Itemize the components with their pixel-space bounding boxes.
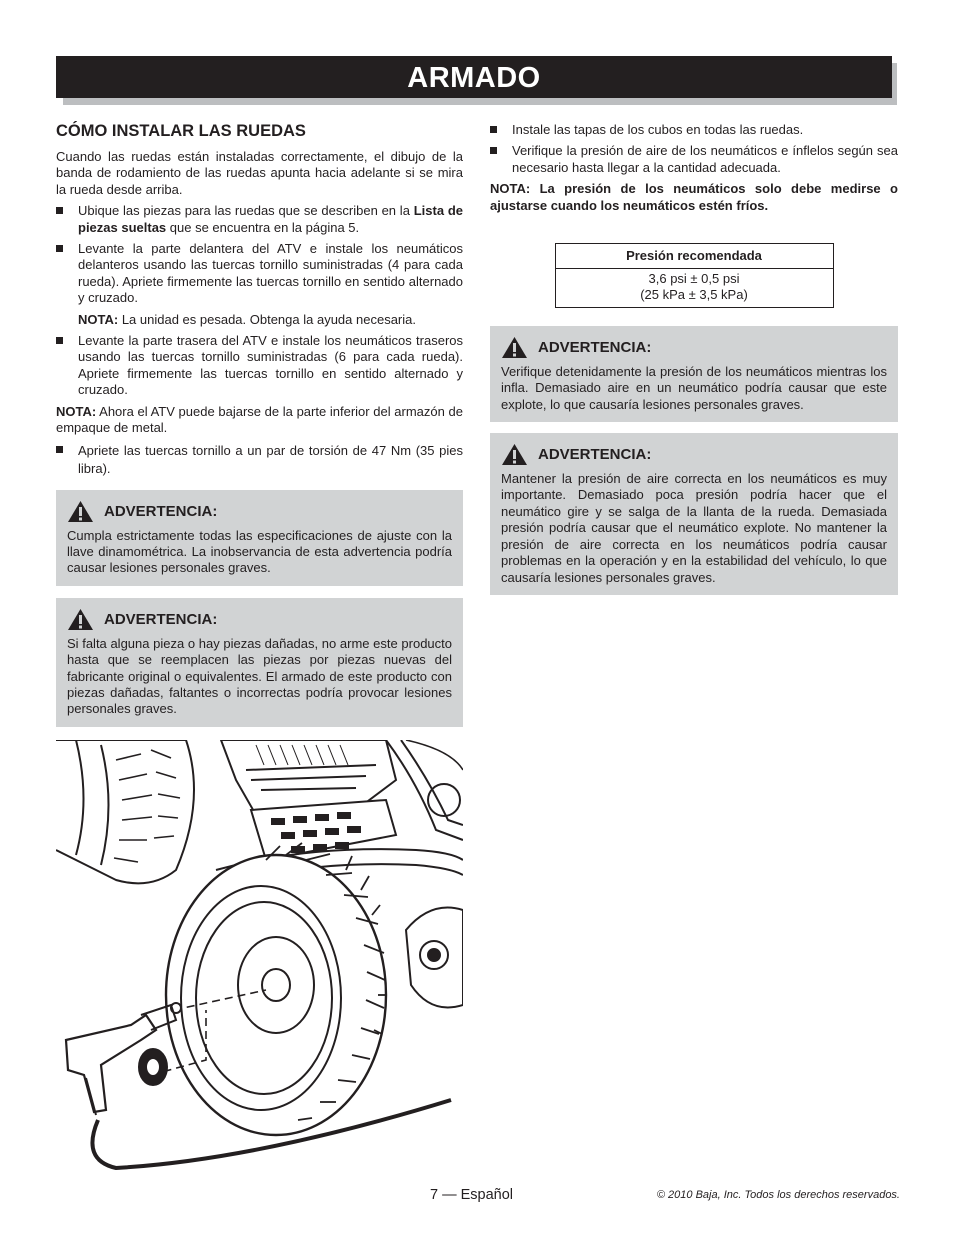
note-cold-tires: NOTA: La presión de los neumáticos solo debe medirse o ajustarse cuando los neumáticos estén fríos. (490, 181, 898, 213)
steps-list-3 (56, 442, 463, 478)
warning-title: ADVERTENCIA: (104, 502, 218, 520)
steps-list-1 (56, 203, 463, 306)
intro-paragraph: Cuando las ruedas están instaladas correctamente, el dibujo de la banda de rodamiento de las ruedas apunta hacia adelante si se mira la rueda desde arriba. (56, 149, 463, 197)
warning-box-correct-pressure (490, 433, 898, 595)
warning-text: Si falta alguna pieza o hay piezas dañadas, no arme este producto hasta que se reemplacen las piezas por piezas nuevas del fabricante original o equivalentes. El armado de este producto con piezas dañadas, faltantes o incorrectas podría provocar lesiones personales graves. (67, 635, 452, 717)
warning-triangle-icon (67, 500, 94, 523)
section-title: CÓMO INSTALAR LAS RUEDAS (56, 122, 306, 140)
pressure-value: 3,6 psi ± 0,5 psi (25 kPa ± 3,5 kPa) (555, 269, 833, 308)
page-number: 7 — Español (430, 1187, 514, 1203)
atv-wheel-drawing (56, 740, 463, 1170)
pressure-table-header: Presión recomendada (555, 244, 833, 269)
list-item: Apriete las tuercas tornillo a un par de torsión de 47 Nm (35 pies libra). (56, 442, 463, 478)
list-item: Instale las tapas de los cubos en todas las ruedas. (490, 122, 898, 138)
list-item: Levante la parte trasera del ATV e instale los neumáticos traseros usando las tuercas tornillo suministradas (6 para cada rueda). Apriete firmemente las tuercas tornillo en sentido alternado y cruzado. (56, 333, 463, 399)
warning-box-torque (56, 490, 463, 586)
warning-box-missing-parts (56, 598, 463, 727)
steps-list-right (490, 122, 898, 176)
list-item: Ubique las piezas para las ruedas que se describen en la Lista de piezas sueltas que se encuentra en la página 5. (56, 203, 463, 236)
wheel-installation-illustration (56, 740, 463, 1170)
warning-text: Mantener la presión de aire correcta en los neumáticos es muy importante. Demasiado poca presión podría hacer que el neumático gire y se salga de la llanta de la rueda. Demasiada presión podría causar que el neumático explote. No mantener la presión de aire correcta en los neumáticos podría causar problemas en la operación y en la estabilidad del vehículo, lo que causaría lesiones personales graves. (501, 471, 887, 585)
pressure-table (555, 243, 834, 308)
warning-triangle-icon (501, 336, 528, 359)
warning-title: ADVERTENCIA: (538, 338, 652, 356)
copyright: © 2010 Baja, Inc. Todos los derechos reservados. (656, 1189, 900, 1201)
warning-text: Verifique detenidamente la presión de los neumáticos mientras los infla. Demasiado aire en un neumático podría causar que este explote, lo que causaría lesiones personales graves. (501, 363, 887, 412)
warning-title: ADVERTENCIA: (538, 446, 652, 464)
steps-list-2 (56, 333, 463, 399)
page-title: ARMADO (56, 56, 892, 98)
warning-triangle-icon (67, 608, 94, 631)
list-item: Verifique la presión de aire de los neumáticos e ínflelos según sea necesario hasta llegar a la cantidad adecuada. (490, 143, 898, 176)
warning-triangle-icon (501, 443, 528, 466)
warning-text: Cumpla estrictamente todas las especificaciones de ajuste con la llave dinamométrica. La inobservancia de esta advertencia podría causar lesiones personales graves. (67, 527, 452, 576)
parts-list-ref: Lista de piezas sueltas (78, 203, 464, 235)
right-column (490, 122, 898, 595)
note-lower-atv: NOTA: Ahora el ATV puede bajarse de la parte inferior del armazón de empaque de metal. (56, 403, 463, 436)
list-item: Levante la parte delantera del ATV e instale los neumáticos delanteros usando las tuercas tornillo suministradas (4 para cada rueda). Apriete firmemente las tuercas tornillo en sentido alternado y cruzado. (56, 241, 463, 307)
left-column (56, 122, 463, 727)
warning-title: ADVERTENCIA: (104, 610, 218, 628)
warning-box-overinflation (490, 326, 898, 422)
note-heavy-unit: NOTA: La unidad es pesada. Obtenga la ayuda necesaria. (78, 311, 416, 327)
